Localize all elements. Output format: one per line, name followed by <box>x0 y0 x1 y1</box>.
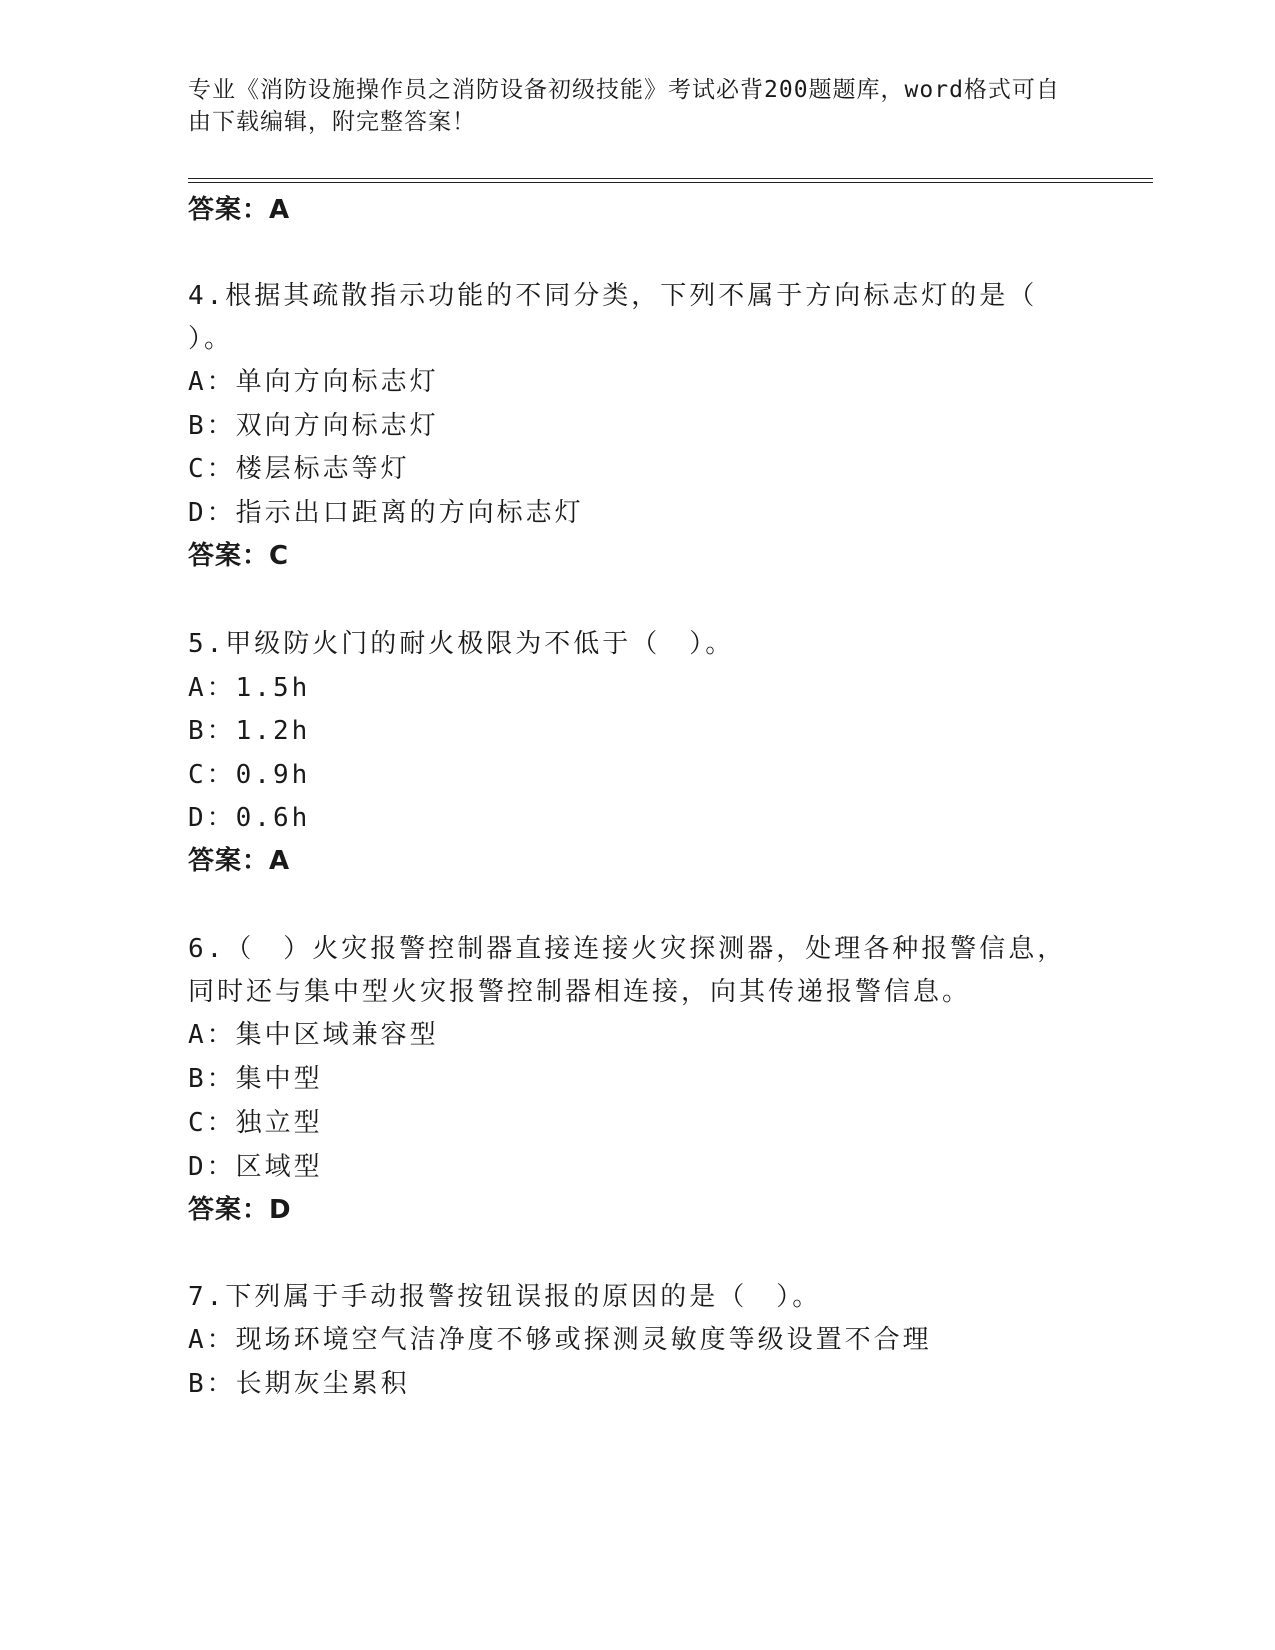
question-7-stem: 7.下列属于手动报警按钮误报的原因的是（ ）。 <box>188 1282 822 1312</box>
question-6-answer: 答案：D <box>188 1195 292 1225</box>
question-4-option-a: A：单向方向标志灯 <box>188 367 439 397</box>
question-6-option-a: A：集中区域兼容型 <box>188 1020 439 1050</box>
document-header: 专业《消防设施操作员之消防设备初级技能》考试必背200题题库，word格式可自由下载编辑，附完整答案！ <box>188 77 1060 135</box>
header-divider-top <box>188 178 1153 179</box>
answer-previous: 答案：A <box>188 195 291 225</box>
header-divider-bottom <box>188 182 1153 183</box>
question-5-answer: 答案：A <box>188 846 291 876</box>
question-6-stem-line-1: 6.（ ）火灾报警控制器直接连接火灾探测器，处理各种报警信息， <box>188 934 1067 964</box>
question-7-option-b: B：长期灰尘累积 <box>188 1369 410 1399</box>
question-6-option-b: B：集中型 <box>188 1064 323 1094</box>
question-4-answer: 答案：C <box>188 541 290 571</box>
question-6-option-c: C：独立型 <box>188 1108 323 1138</box>
question-6-option-d: D：区域型 <box>188 1152 323 1182</box>
question-7-option-a: A：现场环境空气洁净度不够或探测灵敏度等级设置不合理 <box>188 1325 932 1355</box>
question-5-option-b: B：1.2h <box>188 716 311 746</box>
question-4-option-b: B：双向方向标志灯 <box>188 411 439 441</box>
question-4-stem-line-2: ）。 <box>188 324 234 354</box>
question-4-stem-line-1: 4.根据其疏散指示功能的不同分类，下列不属于方向标志灯的是（ <box>188 281 1038 311</box>
question-5-stem: 5.甲级防火门的耐火极限为不低于（ ）。 <box>188 629 735 659</box>
question-5-option-a: A：1.5h <box>188 673 311 703</box>
question-6-stem-line-2: 同时还与集中型火灾报警控制器相连接，向其传递报警信息。 <box>188 977 972 1007</box>
question-4-option-c: C：楼层标志等灯 <box>188 454 410 484</box>
question-4-option-d: D：指示出口距离的方向标志灯 <box>188 498 584 528</box>
question-5-option-d: D：0.6h <box>188 803 311 833</box>
question-5-option-c: C：0.9h <box>188 760 311 790</box>
